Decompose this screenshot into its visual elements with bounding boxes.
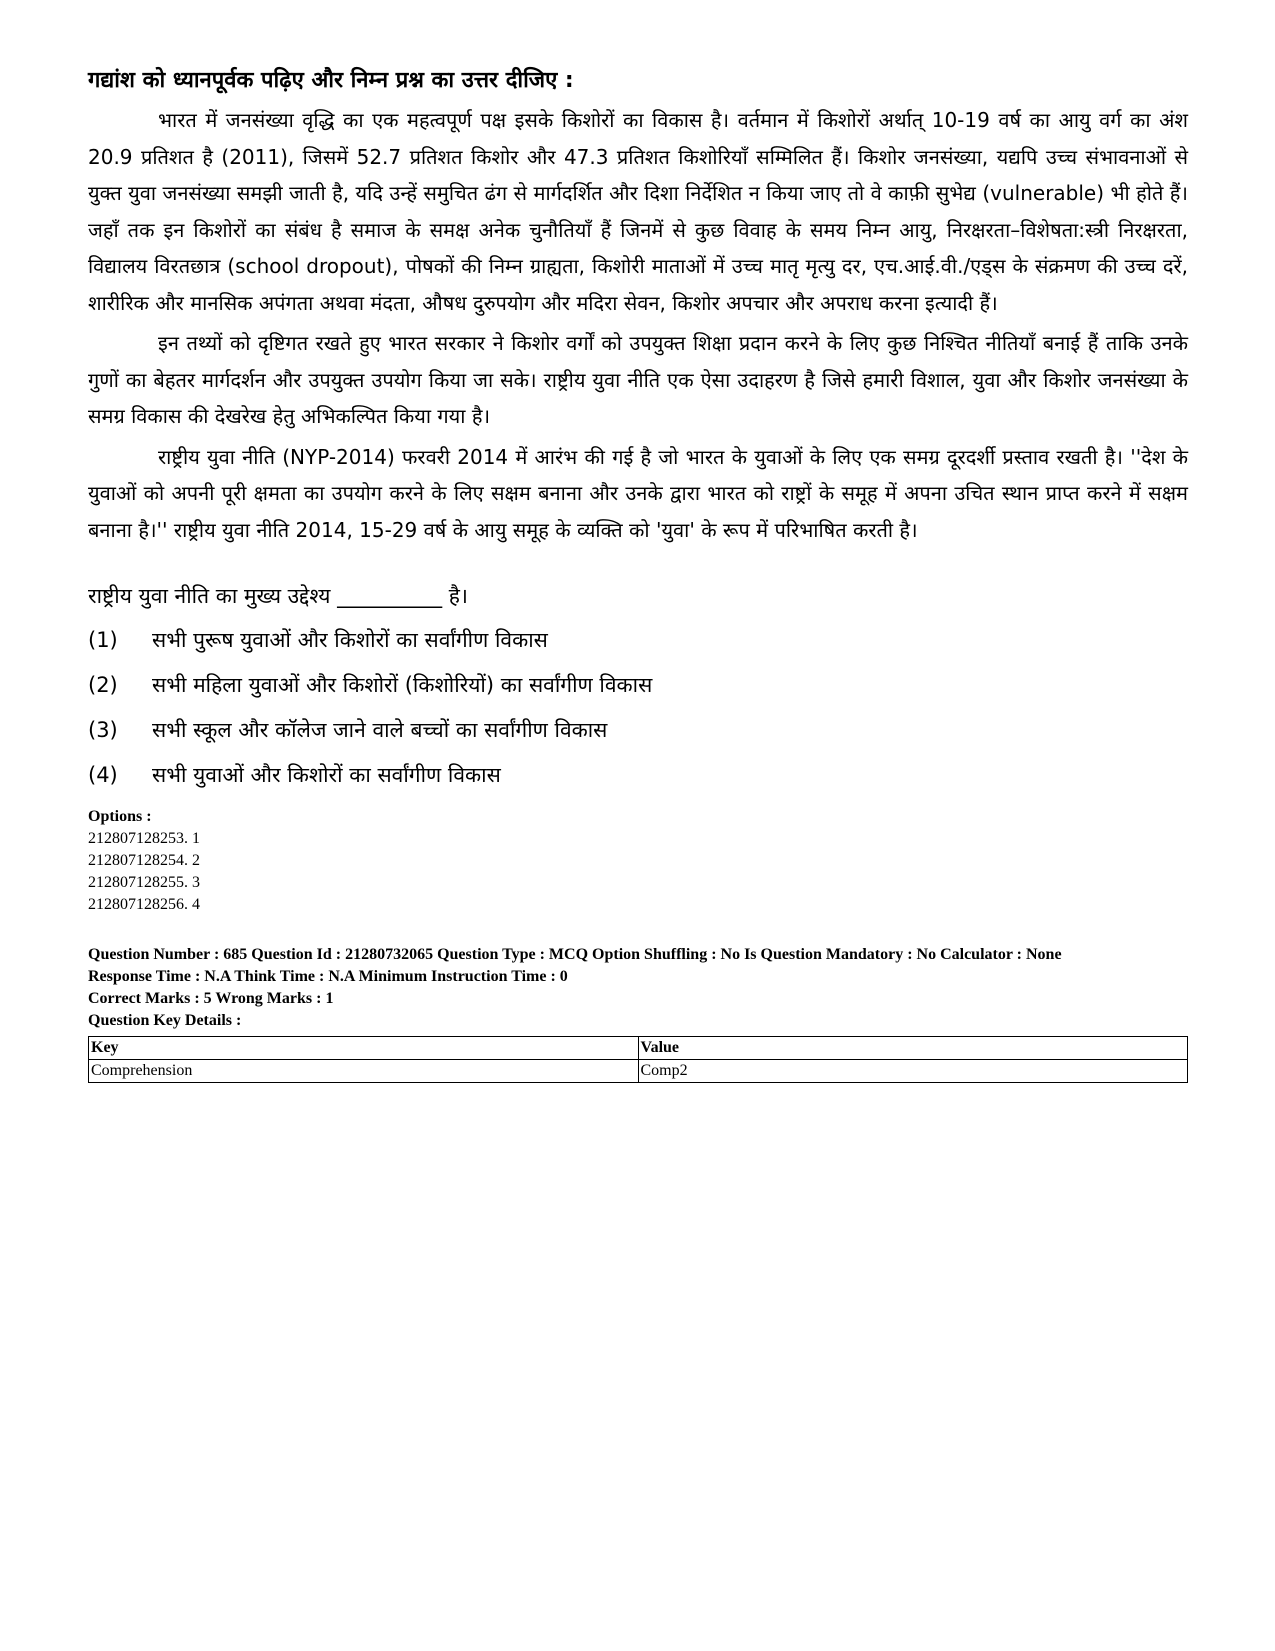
question-page	[88, 62, 1188, 1083]
option-id-4: 212807128256. 4	[88, 896, 200, 913]
question-details	[88, 944, 1188, 1083]
key-details-label: Question Key Details :	[88, 1012, 242, 1029]
passage-paragraph-2: इन तथ्यों को दृष्टिगत रखते हुए भारत सरकार ने किशोर वर्गों को उपयुक्त शिक्षा प्रदान करने के लिए कुछ निश्चित नीतियाँ बनाई हैं ताकि उनके गुणों का बेहतर मार्गदर्शन और उपयुक्त उपयोग किया जा सके। राष्ट्रीय युवा नीति एक ऐसा उदाहरण है जिसे हमारी विशाल, युवा और किशोर जनसंख्या के समग्र विकास की देखरेख हेतु अभिकल्पित किया गया है।	[88, 331, 1188, 428]
choice-number: (3)	[88, 718, 118, 742]
option-id-1: 212807128253. 1	[88, 830, 200, 847]
table-cell-key: Comprehension	[89, 1060, 639, 1083]
choice-text: सभी पुरूष युवाओं और किशोरों का सर्वांगीण विकास	[152, 628, 548, 652]
answer-choice-2	[88, 663, 1188, 708]
question-meta-line-2: Response Time : N.A Think Time : N.A Minimum Instruction Time : 0	[88, 968, 568, 985]
answer-choices	[88, 618, 1188, 798]
option-id-2: 212807128254. 2	[88, 852, 200, 869]
options-block	[88, 806, 1188, 916]
choice-text: सभी युवाओं और किशोरों का सर्वांगीण विकास	[152, 763, 501, 787]
choice-text: सभी स्कूल और कॉलेज जाने वाले बच्चों का सर्वांगीण विकास	[152, 718, 608, 742]
choice-number: (4)	[88, 763, 118, 787]
answer-choice-1	[88, 618, 1188, 663]
question-stem: राष्ट्रीय युवा नीति का मुख्य उद्देश्य __________ है।	[88, 584, 468, 608]
question-meta-line-3: Correct Marks : 5 Wrong Marks : 1	[88, 990, 334, 1007]
choice-number: (1)	[88, 628, 118, 652]
question-meta-line-1: Question Number : 685 Question Id : 21280732065 Question Type : MCQ Option Shuffling : No Is Question Mandatory : No Calculator : None	[88, 946, 1062, 963]
table-header-value: Value	[638, 1037, 1188, 1060]
answer-choice-3	[88, 708, 1188, 753]
table-header-row	[89, 1037, 1188, 1060]
table-row	[89, 1060, 1188, 1083]
option-id-3: 212807128255. 3	[88, 874, 200, 891]
passage-paragraph-1: भारत में जनसंख्या वृद्धि का एक महत्वपूर्ण पक्ष इसके किशोरों का विकास है। वर्तमान में किशोरों अर्थात् 10-19 वर्ष का आयु वर्ग का अंश 20.9 प्रतिशत है (2011), जिसमें 52.7 प्रतिशत किशोर और 47.3 प्रतिशत किशोरियाँ सम्मिलित हैं। किशोर जनसंख्या, यद्यपि उच्च संभावनाओं से युक्त युवा जनसंख्या समझी जाती है, यदि उन्हें समुचित ढंग से मार्गदर्शित और दिशा निर्देशित न किया जाए तो वे काफ़ी सुभेद्य (vulnerable) भी होते हैं। जहाँ तक इन किशोरों का संबंध है समाज के समक्ष अनेक चुनौतियाँ हैं जिनमें से कुछ विवाह के समय निम्न आयु, निरक्षरता–विशेषता:स्त्री निरक्षरता, विद्यालय विरतछात्र (school dropout), पोषकों की निम्न ग्राह्यता, किशोरी माताओं में उच्च मातृ मृत्यु दर, एच.आई.वी./एड्स के संक्रमण की उच्च दरें, शारीरिक और मानसिक अपंगता अथवा मंदता, औषध दुरुपयोग और मदिरा सेवन, किशोर अपचार और अपराध करना इत्यादी हैं।	[88, 108, 1188, 315]
table-header-key: Key	[89, 1037, 639, 1060]
passage-heading: गद्यांश को ध्यानपूर्वक पढ़िए और निम्न प्रश्न का उत्तर दीजिए :	[88, 68, 574, 93]
passage-paragraph-3: राष्ट्रीय युवा नीति (NYP-2014) फरवरी 2014 में आरंभ की गई है जो भारत के युवाओं के लिए एक समग्र दूरदर्शी प्रस्ताव रखती है। ''देश के युवाओं को अपनी पूरी क्षमता का उपयोग करने के लिए सक्षम बनाना और उनके द्वारा भारत को राष्ट्रों के समूह में अपना उचित स्थान प्राप्त करने में सक्षम बनाना है।'' राष्ट्रीय युवा नीति 2014, 15-29 वर्ष के आयु समूह के व्यक्ति को 'युवा' के रूप में परिभाषित करती है।	[88, 444, 1188, 542]
key-details-table	[88, 1036, 1188, 1083]
table-cell-value: Comp2	[638, 1060, 1188, 1083]
choice-number: (2)	[88, 673, 118, 697]
choice-text: सभी महिला युवाओं और किशोरों (किशोरियों) का सर्वांगीण विकास	[152, 673, 653, 697]
answer-choice-4	[88, 753, 1188, 798]
options-label: Options :	[88, 808, 152, 825]
